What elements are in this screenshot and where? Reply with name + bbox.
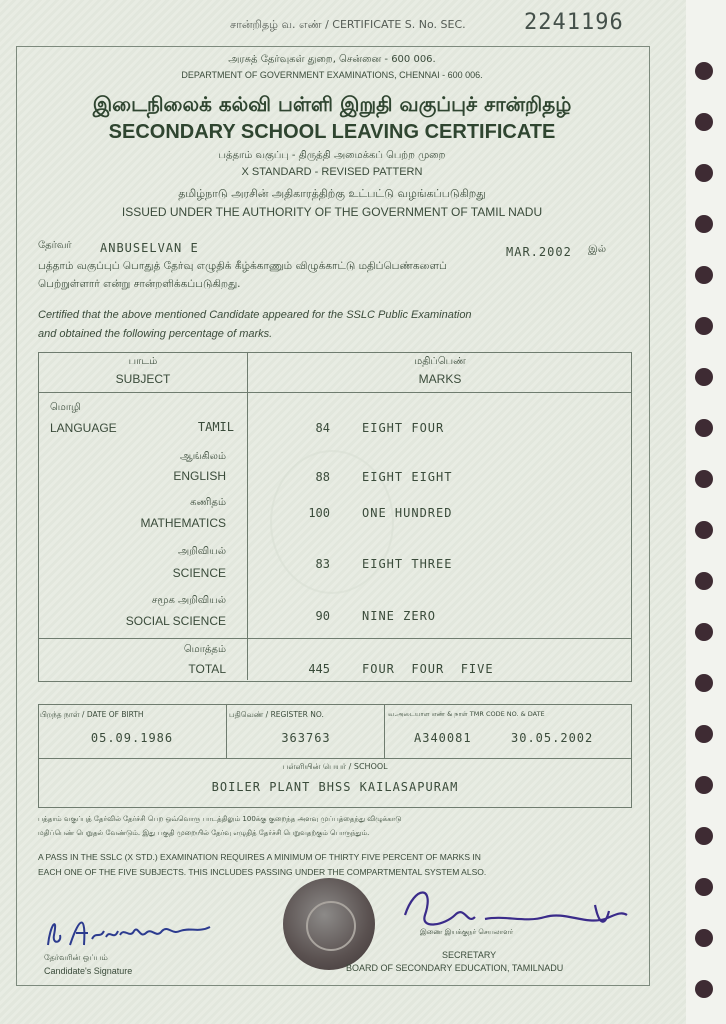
subject-marks-words: EIGHT THREE (362, 557, 453, 571)
pass-note-tamil: பத்தாம் வகுப்புத் தேர்வில் தேர்ச்சி பெற ஒவ்வொரு பாடத்திலும் 100க்கு குறைந்த அளவு முப்பத்தைந்து விழுக்காடு (38, 815, 402, 823)
subject-marks: 83 (315, 557, 330, 571)
total-marks-words: FOUR FOUR FIVE (362, 662, 494, 676)
secretary-designation-tamil: இணை இயக்குநர் செயலாளர் (420, 928, 514, 936)
punch-hole (695, 215, 713, 233)
certificate-number-label: சான்றிதழ் வ. எண் / CERTIFICATE S. No. SEC. (230, 18, 466, 31)
department-tamil: அரசுத் தேர்வுகள் துறை, சென்னை - 600 006. (228, 54, 436, 65)
punch-hole (695, 674, 713, 692)
punch-hole (695, 521, 713, 539)
standard-english: X STANDARD - REVISED PATTERN (241, 166, 423, 178)
marks-header: MARKS (418, 372, 462, 386)
subject-name: MATHEMATICS (140, 516, 226, 530)
punch-hole (695, 878, 713, 896)
total-label: TOTAL (188, 662, 226, 676)
date-of-birth: 05.09.1986 (90, 731, 174, 745)
tmr-code-label: வ.அடையாள எண் & நாள் TMR CODE NO. & DATE (388, 710, 545, 718)
subject-name: ENGLISH (173, 469, 226, 483)
punch-hole (695, 470, 713, 488)
exam-month-suffix: இல் (588, 244, 607, 255)
subject-name-tamil: ஆங்கிலம் (180, 451, 226, 462)
subject-name: SCIENCE (172, 566, 226, 580)
punch-hole (695, 572, 713, 590)
subject-marks-words: EIGHT EIGHT (362, 470, 453, 484)
language-label: LANGUAGE (50, 421, 117, 435)
subject-marks: 100 (308, 506, 330, 520)
subject-header-tamil: பாடம் (128, 356, 158, 367)
board-label: BOARD OF SECONDARY EDUCATION, TAMILNADU (346, 963, 564, 973)
punch-hole (695, 164, 713, 182)
punch-hole (695, 827, 713, 845)
candidate-name: ANBUSELVAN E (100, 241, 199, 255)
certification-statement (38, 306, 638, 344)
candidate-label-tamil: தேர்வர் (38, 240, 72, 251)
school-label: பள்ளியின் பெயர் / SCHOOL (282, 762, 388, 771)
certification-line: Certified that the above mentioned Candidate appeared for the SSLC Public Examination (38, 309, 472, 321)
subject-name-tamil: அறிவியல் (178, 546, 226, 557)
punch-hole (695, 776, 713, 794)
language-label-tamil: மொழி (50, 402, 81, 413)
department-english: DEPARTMENT OF GOVERNMENT EXAMINATIONS, CHENNAI - 600 006. (181, 70, 483, 80)
tmr-code: A340081 (414, 731, 472, 745)
subject-name: SOCIAL SCIENCE (125, 614, 226, 628)
secretary-label: SECRETARY (442, 950, 497, 960)
certification-tamil-line: பெற்றுள்ளார் என்று சான்றளிக்கப்படுகிறது. (38, 278, 241, 290)
punch-hole (695, 266, 713, 284)
register-number: 363763 (281, 731, 331, 745)
punch-hole (695, 980, 713, 998)
table-divider (247, 352, 248, 680)
certification-line: and obtained the following percentage of marks. (38, 328, 273, 340)
subject-header: SUBJECT (115, 372, 171, 386)
tmr-date: 30.05.2002 (511, 731, 594, 745)
marks-header-tamil: மதிப்பெண் (414, 356, 466, 367)
punch-hole (695, 113, 713, 131)
table-divider (38, 758, 632, 759)
total-label-tamil: மொத்தம் (183, 644, 226, 655)
official-seal-emblem (306, 901, 356, 951)
subject-marks: 88 (315, 470, 330, 484)
subject-marks: 84 (315, 421, 330, 435)
subject-name: TAMIL (197, 420, 234, 434)
subject-marks-words: ONE HUNDRED (362, 506, 453, 520)
pass-note-english: A PASS IN THE SSLC (X STD.) EXAMINATION REQUIRES A MINIMUM OF THIRTY FIVE PERCENT OF MARKS IN (38, 852, 481, 862)
table-divider (38, 392, 632, 393)
table-divider (384, 704, 385, 758)
certificate-number: 2241196 (524, 10, 624, 35)
standard-tamil: பத்தாம் வகுப்பு - திருத்தி அமைக்கப் பெற்ற முறை (218, 150, 446, 161)
candidate-signature-label-tamil: தேர்வரின் ஒப்பம் (44, 953, 108, 962)
dob-label: பிறந்த நாள் / DATE OF BIRTH (40, 710, 144, 719)
table-divider (38, 638, 632, 639)
school-name: BOILER PLANT BHSS KAILASAPURAM (211, 780, 459, 794)
punch-hole (695, 62, 713, 80)
candidate-signature (40, 905, 220, 955)
candidate-signature-label: Candidate's Signature (44, 966, 133, 976)
title-tamil: இடைநிலைக் கல்வி பள்ளி இறுதி வகுப்புச் சான்றிதழ் (92, 92, 572, 116)
pass-note-english: EACH ONE OF THE FIVE SUBJECTS. THIS INCLUDES PASSING UNDER THE COMPARTMENTAL SYSTEM ALSO. (38, 867, 487, 877)
subject-marks-words: NINE ZERO (362, 609, 437, 623)
subject-name-tamil: சமூக அறிவியல் (151, 595, 226, 606)
punch-hole (695, 368, 713, 386)
punch-hole (695, 317, 713, 335)
pass-note-tamil: மதிப்பெண் பெறுதல் வேண்டும். இது பகுதி முறையில் தேர்வு எழுதித் தேர்ச்சி பெறுவதற்கும் பொருந்தும். (38, 829, 370, 837)
perforated-strip (686, 0, 726, 1024)
register-no-label: பதிவெண் / REGISTER NO. (229, 710, 324, 719)
title-english: SECONDARY SCHOOL LEAVING CERTIFICATE (108, 121, 556, 143)
total-marks: 445 (308, 662, 330, 676)
punch-hole (695, 725, 713, 743)
subject-marks: 90 (315, 609, 330, 623)
table-divider (226, 704, 227, 758)
issued-english: ISSUED UNDER THE AUTHORITY OF THE GOVERNMENT OF TAMIL NADU (121, 205, 543, 219)
exam-month: MAR.2002 (506, 245, 572, 259)
issued-tamil: தமிழ்நாடு அரசின் அதிகாரத்திற்கு உட்பட்டு வழங்கப்படுகிறது (178, 187, 486, 200)
certification-tamil-line: பத்தாம் வகுப்புப் பொதுத் தேர்வு எழுதிக் கீழ்க்காணும் விழுக்காட்டு மதிப்பெண்களைப் (38, 260, 447, 272)
punch-hole (695, 419, 713, 437)
subject-name-tamil: கணிதம் (190, 497, 226, 508)
punch-hole (695, 929, 713, 947)
punch-hole (695, 623, 713, 641)
subject-marks-words: EIGHT FOUR (362, 421, 445, 435)
